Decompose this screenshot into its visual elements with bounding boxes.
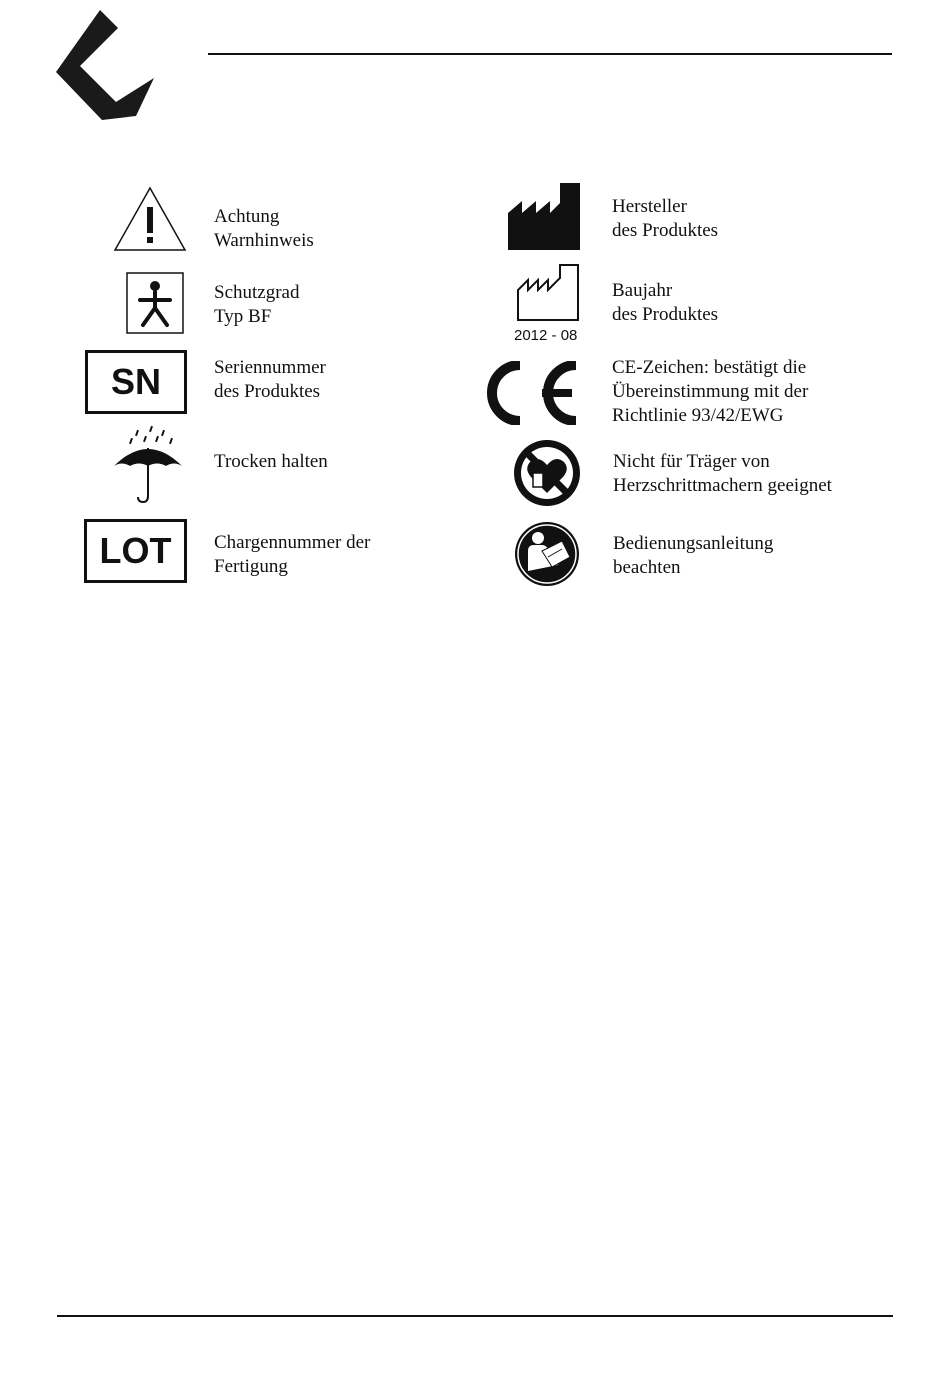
label-line: Richtlinie 93/42/EWG (612, 405, 784, 426)
read-manual-label (613, 532, 773, 580)
warning-label (214, 205, 314, 253)
label-line: Hersteller (612, 196, 687, 217)
label-line: Bedienungsanleitung (613, 533, 774, 554)
label-line: Nicht für Träger von (613, 451, 770, 472)
manufacture-date-label (612, 279, 718, 327)
serial-number-text: SN (110, 361, 161, 402)
umbrella-icon (110, 424, 186, 509)
warning-triangle-icon (112, 185, 188, 258)
manufacture-date-text: 2012 - 08 (514, 327, 578, 344)
label-line: Chargennummer der (214, 532, 371, 553)
umbrella-label (214, 450, 328, 474)
label-line: Warnhinweis (214, 230, 314, 251)
label-line: Baujahr (612, 280, 673, 301)
label-line: des Produktes (612, 220, 719, 241)
type-bf-label (214, 281, 299, 329)
no-pacemaker-icon (512, 437, 582, 514)
label-line: des Produktes (612, 304, 719, 325)
no-pacemaker-label (613, 450, 832, 498)
label-line: Fertigung (214, 556, 288, 577)
factory-icon (508, 183, 580, 256)
label-line: Typ BF (214, 306, 272, 327)
factory-label (612, 195, 718, 243)
label-line: Herzschrittmachern geeignet (613, 475, 832, 496)
brand-logo (52, 8, 162, 124)
label-line: Achtung (214, 206, 280, 227)
label-line: Übereinstimmung mit der (612, 381, 809, 402)
footer-rule (57, 1315, 893, 1317)
lot-icon (84, 519, 187, 583)
manufacture-date-icon (510, 262, 590, 344)
ce-mark-label (612, 356, 808, 428)
label-line: des Produktes (214, 381, 321, 402)
label-line: beachten (613, 557, 681, 578)
label-line: CE-Zeichen: bestätigt die (612, 357, 807, 378)
serial-number-label (214, 356, 326, 404)
ce-mark-icon (476, 361, 580, 430)
label-line: Trocken halten (214, 451, 328, 472)
type-bf-icon (126, 272, 184, 339)
label-line: Schutzgrad (214, 282, 300, 303)
lot-label (214, 531, 370, 579)
read-manual-icon (514, 521, 580, 592)
serial-number-icon (85, 350, 187, 414)
label-line: Seriennummer (214, 357, 326, 378)
header-rule (208, 53, 892, 55)
lot-text: LOT (99, 530, 172, 571)
